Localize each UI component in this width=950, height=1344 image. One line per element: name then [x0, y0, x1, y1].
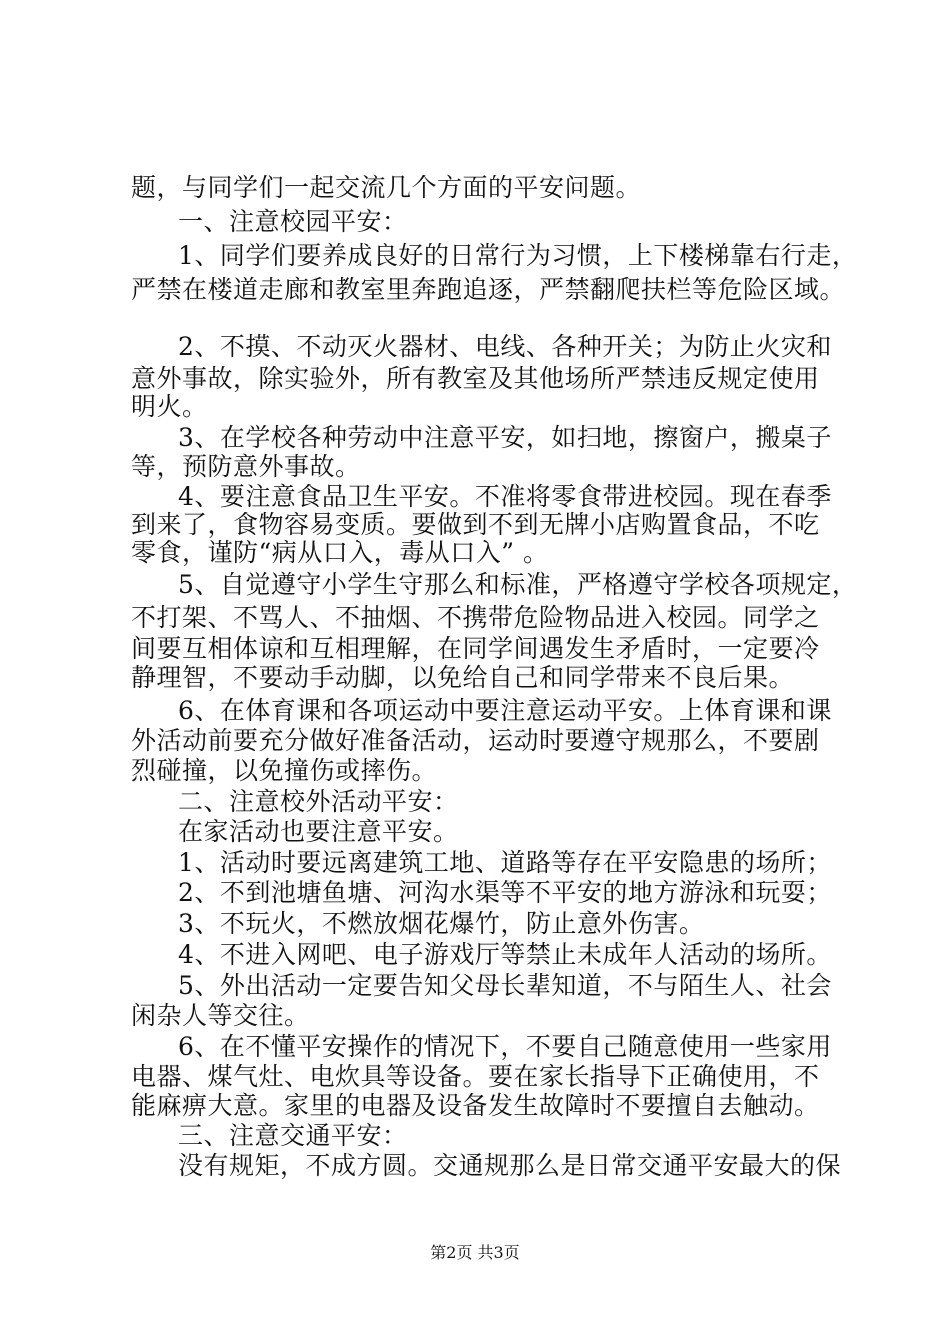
- text-line: 明火。: [131, 392, 208, 421]
- text-line: 6、在不懂平安操作的情况下，不要自己随意使用一些家用: [178, 1032, 832, 1061]
- text-line: 没有规矩，不成方圆。交通规那么是日常交通平安最大的保: [178, 1151, 842, 1180]
- text-line: 3、不玩火，不燃放烟花爆竹，防止意外伤害。: [178, 909, 705, 938]
- section-heading: 二、注意校外活动平安：: [178, 787, 459, 816]
- text-line: 严禁在楼道走廊和教室里奔跑追逐，严禁翻爬扶栏等危险区域。: [131, 275, 846, 304]
- text-line: 意外事故，除实验外，所有教室及其他场所严禁违反规定使用: [131, 364, 820, 393]
- text-line: 静理智，不要动手动脚，以免给自己和同学带来不良后果。: [131, 663, 795, 692]
- text-line: 等，预防意外事故。: [131, 452, 361, 481]
- text-line: 闲杂人等交往。: [131, 1001, 310, 1030]
- text-line: 电器、煤气灶、电炊具等设备。要在家长指导下正确使用，不: [131, 1062, 820, 1091]
- text-line: 5、自觉遵守小学生守那么和标准，严格遵守学校各项规定，: [178, 570, 858, 599]
- page-footer: 第2页 共3页: [430, 1243, 520, 1262]
- text-line: 2、不到池塘鱼塘、河沟水渠等不平安的地方游泳和玩耍；: [178, 878, 832, 907]
- text-line: 不打架、不骂人、不抽烟、不携带危险物品进入校园。同学之: [131, 603, 820, 632]
- section-heading: 一、注意校园平安：: [178, 207, 408, 236]
- text-line: 烈碰撞，以免撞伤或摔伤。: [131, 756, 438, 785]
- text-line: 3、在学校各种劳动中注意平安，如扫地，擦窗户，搬桌子: [178, 423, 832, 452]
- text-line: 外活动前要充分做好准备活动，运动时要遵守规那么，不要剧: [131, 726, 820, 755]
- text-line: 到来了，食物容易变质。要做到不到无牌小店购置食品，不吃: [131, 510, 820, 539]
- text-line: 间要互相体谅和互相理解，在同学间遇发生矛盾时，一定要冷: [131, 634, 820, 663]
- text-line: 1、同学们要养成良好的日常行为习惯，上下楼梯靠右行走，: [178, 241, 858, 270]
- text-line: 在家活动也要注意平安。: [178, 817, 459, 846]
- text-line: 能麻痹大意。家里的电器及设备发生故障时不要擅自去触动。: [131, 1091, 820, 1120]
- text-line: 4、不进入网吧、电子游戏厅等禁止未成年人活动的场所。: [178, 940, 832, 969]
- text-line: 6、在体育课和各项运动中要注意运动平安。上体育课和课: [178, 696, 832, 725]
- section-heading: 三、注意交通平安：: [178, 1121, 408, 1150]
- text-line: 4、要注意食品卫生平安。不准将零食带进校园。现在春季: [178, 482, 832, 511]
- text-line: 1、活动时要远离建筑工地、道路等存在平安隐患的场所；: [178, 848, 832, 877]
- text-line: 5、外出活动一定要告知父母长辈知道，不与陌生人、社会: [178, 971, 832, 1000]
- text-line: 题，与同学们一起交流几个方面的平安问题。: [131, 173, 642, 202]
- text-line: 2、不摸、不动灭火器材、电线、各种开关；为防止火灾和: [178, 332, 832, 361]
- text-line: 零食，谨防“病从口入，毒从口入” 。: [131, 538, 549, 567]
